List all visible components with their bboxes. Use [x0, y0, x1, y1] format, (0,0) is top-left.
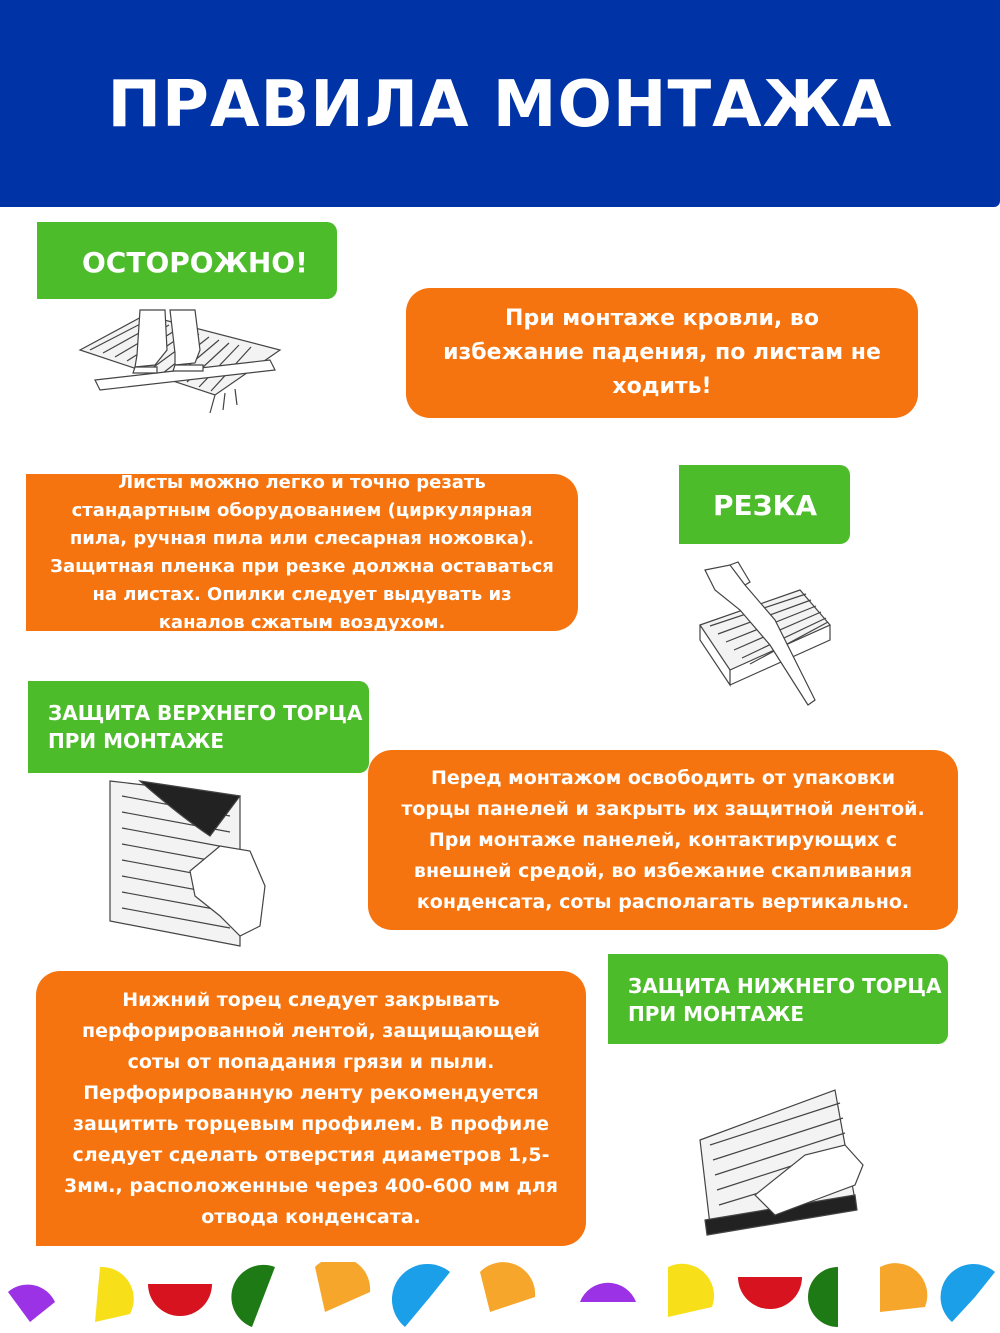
decorative-border: [0, 1262, 1000, 1333]
light-orange-shape: [315, 1262, 370, 1312]
caution-text: При монтаже кровли, во избежание падения, по листам не ходить!: [443, 306, 881, 399]
bottom-edge-label-line2: ПРИ МОНТАЖЕ: [628, 1002, 805, 1026]
walking-on-sheets-icon: [75, 305, 285, 415]
cutting-text: Листы можно легко и точно резать стандартным оборудованием (циркулярная пила, ручная пила или слесарная ножовка). Защитная пленка при резке должна оставаться на листах. Опилки следует выдувать из каналов сжатым воздухом.: [50, 471, 554, 633]
bottom-edge-text-box: [36, 971, 586, 1246]
top-edge-label-line2: ПРИ МОНТАЖЕ: [48, 729, 225, 753]
red-shape-2: [738, 1277, 802, 1309]
light-orange-shape-3: [880, 1263, 927, 1312]
bottom-edge-text: Нижний торец следует закрывать перфорированной лентой, защищающей соты от попадания грязи и пыли. Перфорированную ленту рекомендуется защитить торцевым профилем. В профиле следует сделать отверстия диаметров 1,5-3мм., расположенные через 400-600 мм для отвода конденсата.: [64, 988, 558, 1228]
dark-green-shape: [231, 1265, 275, 1327]
saw-cutting-icon: [690, 560, 840, 715]
tape-peeling-icon: [100, 776, 270, 951]
yellow-shape: [95, 1267, 134, 1322]
end-profile-icon: [695, 1085, 865, 1240]
top-edge-text-box: [368, 750, 958, 930]
dark-green-shape-2: [808, 1267, 838, 1327]
page-title: ПРАВИЛА МОНТАЖА: [107, 68, 893, 142]
sky-blue-shape-2: [941, 1264, 995, 1322]
cutting-text-box: [26, 471, 578, 633]
sky-blue-shape: [392, 1264, 450, 1327]
purple-shape-2: [580, 1283, 636, 1302]
bottom-edge-label-line1: ЗАЩИТА НИЖНЕГО ТОРЦА: [628, 974, 942, 998]
caution-text-box: [406, 288, 918, 418]
header-banner: [0, 0, 1000, 207]
yellow-shape-2: [668, 1264, 714, 1317]
cutting-label-text: РЕЗКА: [713, 489, 818, 522]
top-edge-text: Перед монтажом освободить от упаковки торцы панелей и закрыть их защитной лентой. При монтаже панелей, контактирующих с внешней средой, во избежание скапливания конденсата, соты располагать вертикально.: [401, 766, 925, 913]
cutting-label: [679, 465, 850, 544]
purple-shape: [8, 1285, 55, 1322]
light-orange-shape-2: [480, 1262, 535, 1312]
caution-label-text: ОСТОРОЖНО!: [82, 246, 308, 279]
top-edge-label: [28, 681, 369, 773]
red-shape: [148, 1284, 212, 1316]
caution-label: [37, 222, 337, 299]
bottom-edge-label: [608, 954, 948, 1044]
top-edge-label-line1: ЗАЩИТА ВЕРХНЕГО ТОРЦА: [48, 701, 363, 725]
